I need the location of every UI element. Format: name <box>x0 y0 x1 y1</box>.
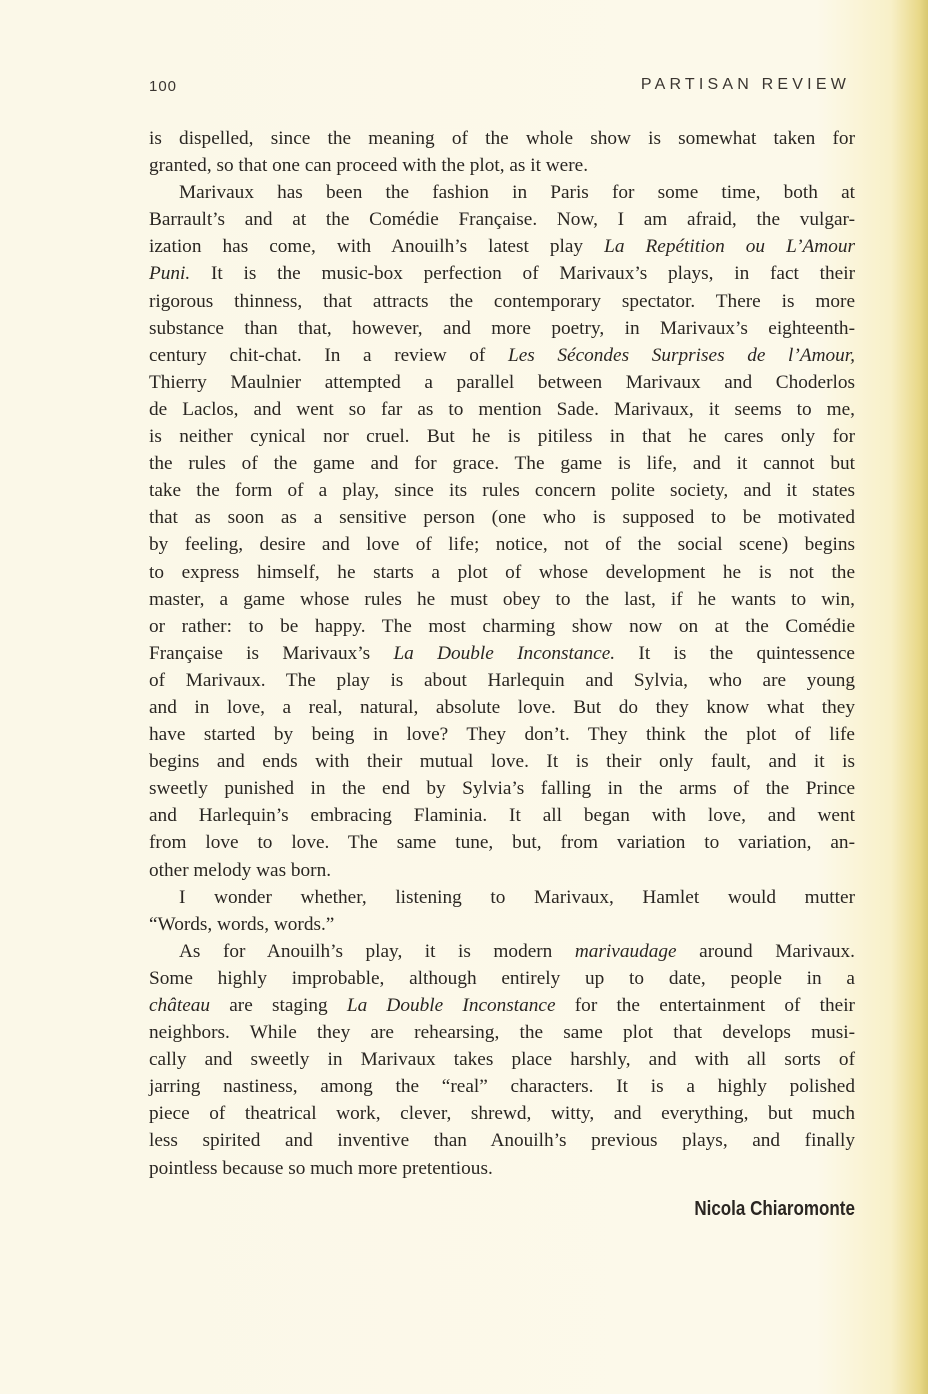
italic-title-text: La Double Inconstance. <box>393 642 616 664</box>
text-line <box>149 1019 855 1046</box>
text-line <box>149 396 855 423</box>
italic-title-text: La Repétition ou L’Amour <box>604 236 855 258</box>
text-segment: and in love, a real, natural, absolute love. But do they know what they <box>149 696 855 718</box>
author-signature: Nicola Chiaromonte <box>694 1198 855 1220</box>
italic-title-text: château <box>149 995 211 1016</box>
text-line <box>149 1155 855 1182</box>
text-line <box>149 748 855 775</box>
text-line <box>149 342 855 369</box>
text-segment: piece of theatrical work, clever, shrewd, witty, and everything, but much <box>149 1103 855 1125</box>
text-segment: less spirited and inventive than Anouilh’s previous plays, and finally <box>149 1130 855 1152</box>
text-segment: to express himself, he starts a plot of whose development he is not the <box>149 561 855 583</box>
text-line <box>149 965 855 992</box>
text-segment: is neither cynical nor cruel. But he is pitiless in that he cares only for <box>149 426 855 448</box>
text-segment: is dispelled, since the meaning of the whole show is somewhat taken for <box>149 128 855 149</box>
text-segment: from love to love. The same tune, but, from variation to variation, an- <box>149 832 855 854</box>
text-line <box>149 911 855 938</box>
text-line <box>149 938 855 965</box>
text-line <box>149 288 855 315</box>
text-line <box>149 450 855 477</box>
text-line <box>149 233 855 260</box>
text-line <box>149 694 855 721</box>
italic-title-text: Les Sécondes Surprises de l’Amour, <box>507 344 855 366</box>
text-segment: granted, so that one can proceed with the plot, as it were. <box>149 155 589 177</box>
text-segment: master, a game whose rules he must obey to the last, if he wants to win, <box>149 588 855 610</box>
text-segment: century chit-chat. In a review of <box>149 344 508 366</box>
text-line <box>149 206 855 233</box>
text-segment: de Laclos, and went so far as to mention Sade. Marivaux, it seems to me, <box>149 398 855 420</box>
text-line <box>149 721 855 748</box>
text-line <box>149 1127 855 1154</box>
text-segment: Some highly improbable, although entirely up to date, people in a <box>149 967 855 989</box>
italic-title-text: Puni. <box>149 263 191 285</box>
text-segment: It is the quintessence <box>615 642 855 664</box>
text-line <box>149 586 855 613</box>
text-line <box>149 315 855 342</box>
text-segment: have started by being in love? They don’t. They think the plot of life <box>149 724 855 746</box>
text-segment: rigorous thinness, that attracts the contemporary spectator. There is more <box>149 290 855 312</box>
text-line <box>149 775 855 802</box>
text-segment: cally and sweetly in Marivaux takes place harshly, and with all sorts of <box>149 1049 855 1071</box>
text-line <box>149 613 855 640</box>
text-segment: by feeling, desire and love of life; notice, not of the social scene) begins <box>149 534 855 556</box>
text-line <box>149 802 855 829</box>
text-segment: I wonder whether, listening to Marivaux, Hamlet would mutter <box>179 886 855 908</box>
text-segment: Marivaux has been the fashion in Paris for some time, both at <box>179 182 855 204</box>
text-segment: sweetly punished in the end by Sylvia’s falling in the arms of the Prince <box>149 778 855 800</box>
article-body <box>149 125 855 1182</box>
text-line <box>149 504 855 531</box>
text-line <box>149 857 855 884</box>
text-segment: begins and ends with their mutual love. It is their only fault, and it is <box>149 751 855 773</box>
text-segment: Française is Marivaux’s <box>149 642 394 664</box>
italic-title-text: La Double Inconstance <box>346 995 556 1016</box>
page-number: 100 <box>149 78 178 95</box>
text-segment: that as soon as a sensitive person (one who is supposed to be motivated <box>149 507 855 529</box>
text-segment: other melody was born. <box>149 859 332 881</box>
text-line <box>149 1046 855 1073</box>
text-segment: of Marivaux. The play is about Harlequin and Sylvia, who are young <box>149 669 855 691</box>
text-line <box>149 1100 855 1127</box>
text-segment: are staging <box>210 995 347 1016</box>
text-line <box>149 125 855 152</box>
text-segment: Barrault’s and at the Comédie Française. Now, I am afraid, the vulgar- <box>149 209 855 231</box>
text-line <box>149 477 855 504</box>
text-line <box>149 369 855 396</box>
italic-title-text: marivaudage <box>574 940 677 962</box>
text-segment: It is the music-box perfection of Marivaux’s plays, in fact their <box>190 263 855 285</box>
text-segment: for the entertainment of their <box>555 995 855 1016</box>
text-segment: jarring nastiness, among the “real” characters. It is a highly polished <box>149 1076 855 1098</box>
text-line <box>149 640 855 667</box>
text-line <box>149 667 855 694</box>
text-segment: ization has come, with Anouilh’s latest play <box>149 236 605 258</box>
text-line <box>149 152 855 179</box>
text-line <box>149 531 855 558</box>
text-segment: and Harlequin’s embracing Flaminia. It all began with love, and went <box>149 805 855 827</box>
text-segment: substance than that, however, and more poetry, in Marivaux’s eighteenth- <box>149 317 855 339</box>
text-line <box>149 179 855 206</box>
text-line <box>149 829 855 856</box>
text-segment: “Words, words, words.” <box>149 913 335 935</box>
text-line <box>149 1073 855 1100</box>
text-line <box>149 260 855 287</box>
text-segment: pointless because so much more pretentious. <box>149 1157 493 1179</box>
text-segment: neighbors. While they are rehearsing, the same plot that develops musi- <box>149 1022 855 1044</box>
text-line <box>149 559 855 586</box>
running-head: PARTISAN REVIEW <box>640 76 850 93</box>
text-segment: the rules of the game and for grace. The game is life, and it cannot but <box>149 453 855 475</box>
text-segment: take the form of a play, since its rules concern polite society, and it states <box>149 480 855 502</box>
text-segment: around Marivaux. <box>676 940 855 962</box>
text-segment: Thierry Maulnier attempted a parallel between Marivaux and Choderlos <box>149 371 855 393</box>
text-line <box>149 992 855 1019</box>
text-line <box>149 884 855 911</box>
text-segment: As for Anouilh’s play, it is modern <box>179 940 575 962</box>
text-line <box>149 423 855 450</box>
text-segment: or rather: to be happy. The most charming show now on at the Comédie <box>149 615 855 637</box>
